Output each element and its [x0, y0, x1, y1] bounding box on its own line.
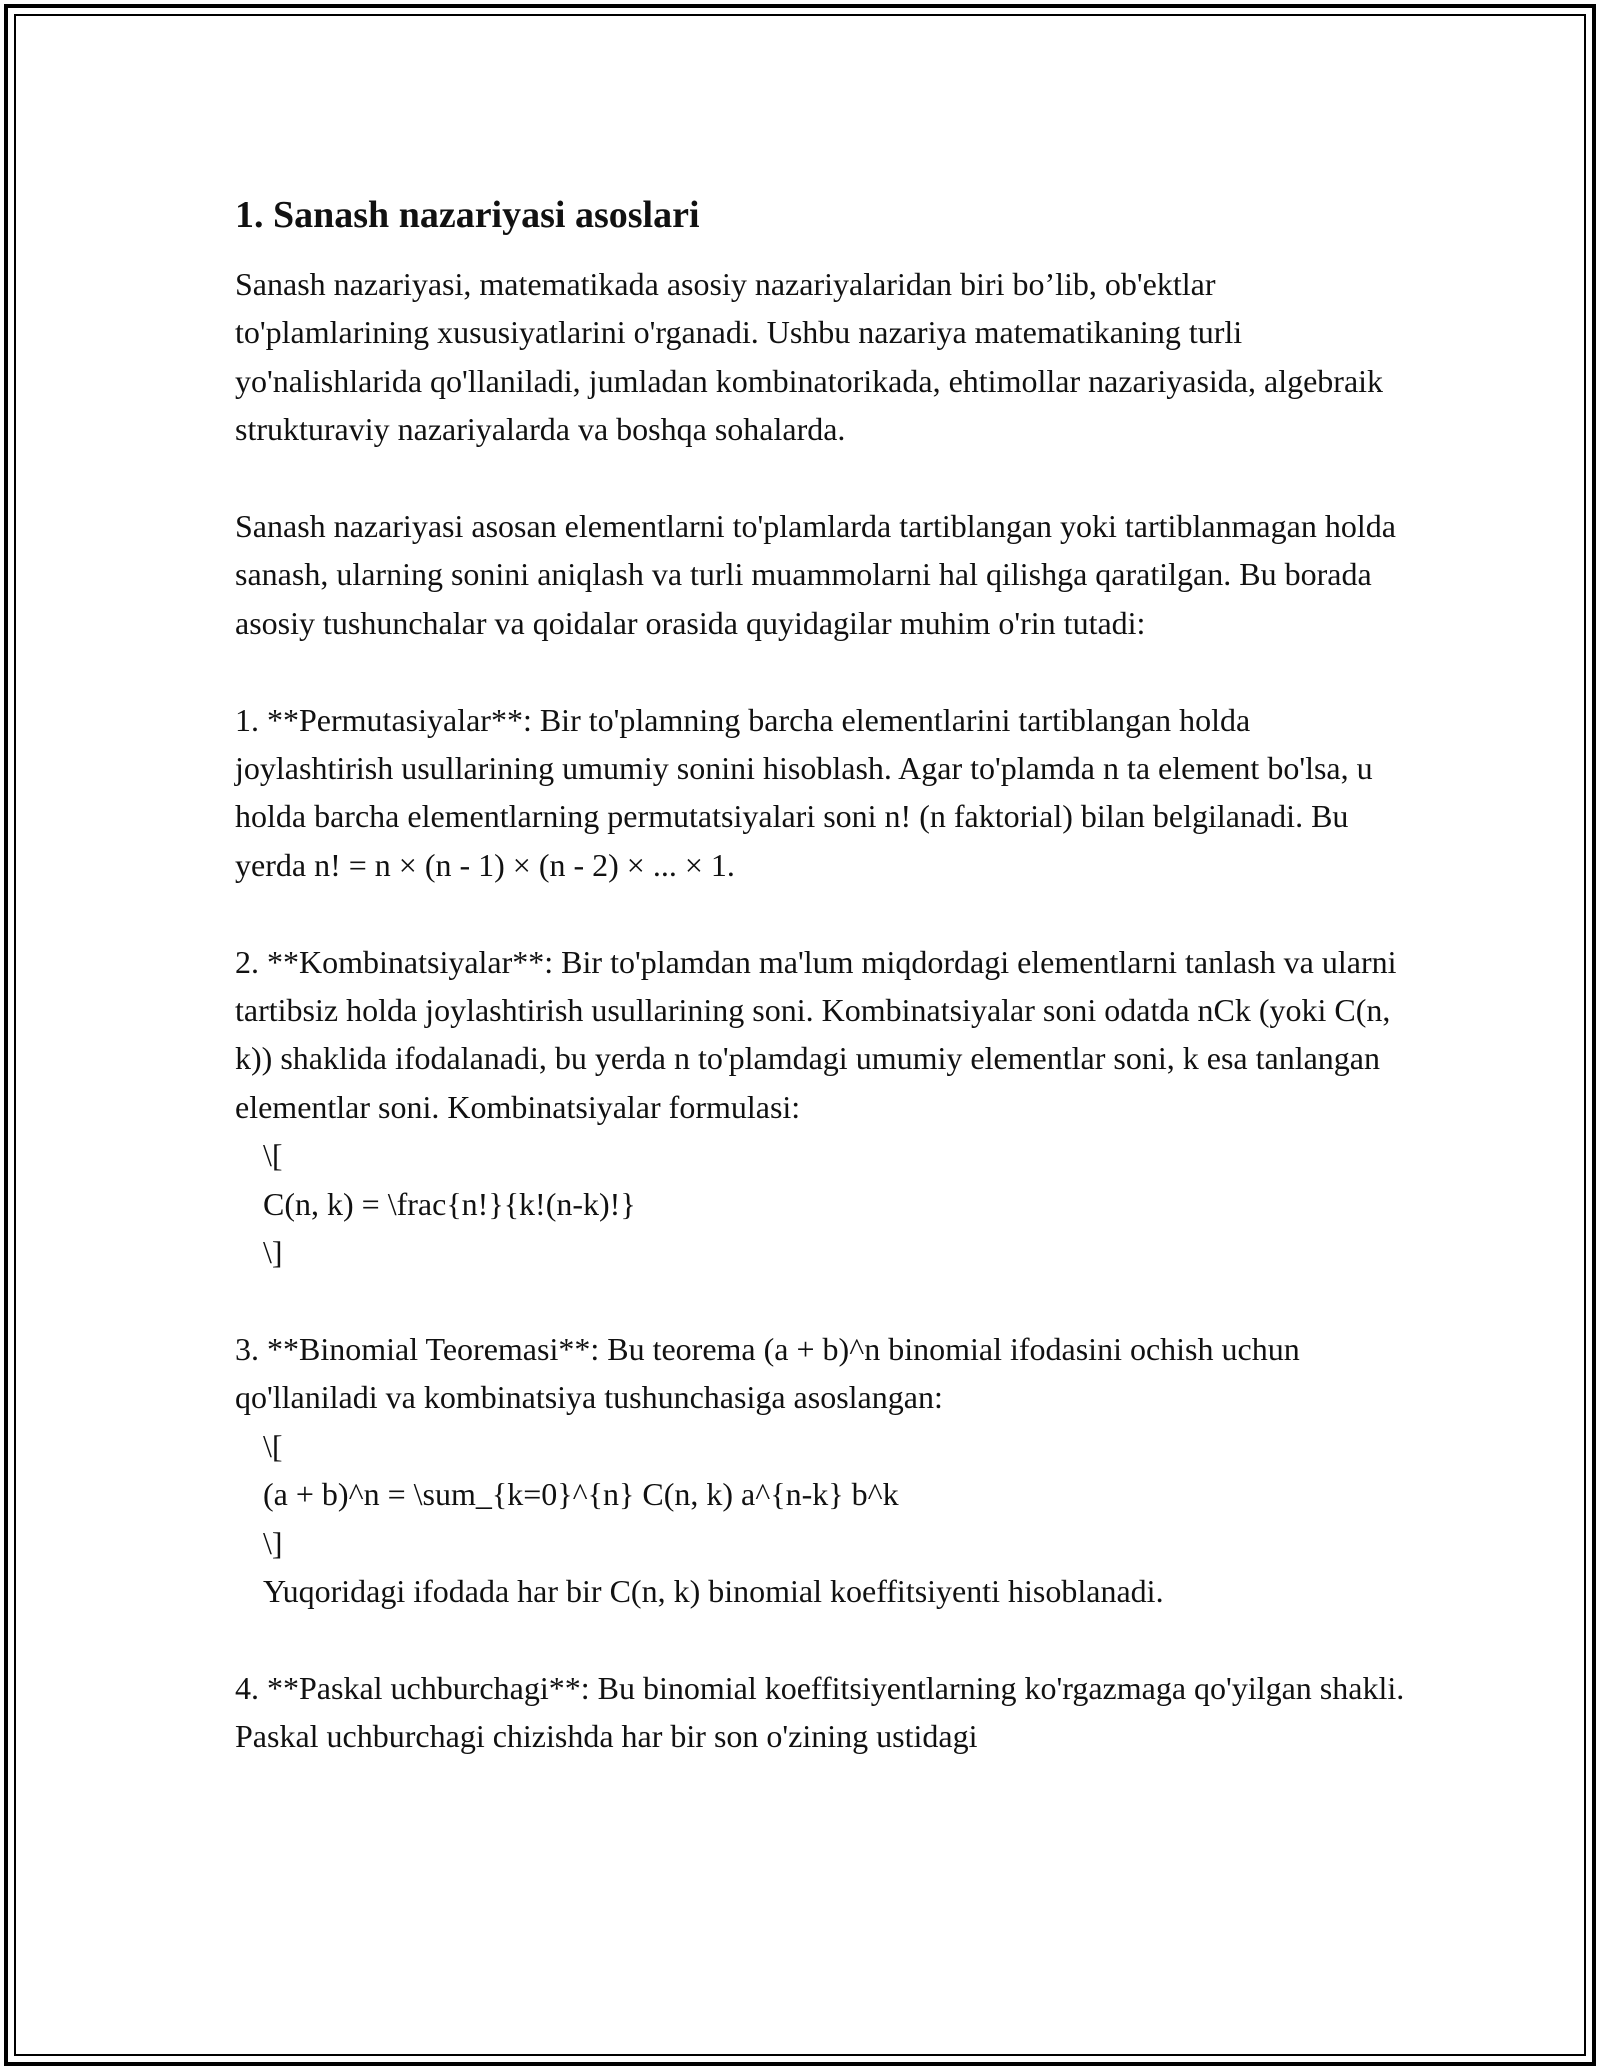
list-item-pascal: 4. **Paskal uchburchagi**: Bu binomial koeffitsiyentlarning ko'rgazmaga qo'yilgan shakli. Paskal uchburchagi chizishda har bir son o'zining ustidagi [235, 1669, 1405, 1755]
binomial-formula: (a + b)^n = \sum_{k=0}^{n} C(n, k) a^{n-k} b^k [263, 1476, 899, 1513]
blank-line [235, 889, 1405, 937]
section-heading: 1. Sanash nazariyasi asoslari [235, 194, 700, 236]
combination-formula: C(n, k) = \frac{n!}{k!(n-k)!} [263, 1185, 636, 1222]
blank-line [235, 454, 1405, 502]
formula-open: \[ [263, 1427, 283, 1464]
document-body [235, 190, 1405, 1761]
blank-line [235, 1615, 1405, 1663]
list-item-binomial: 3. **Binomial Teoremasi**: Bu teorema (a + b)^n binomial ifodasini ochish uchun qo'llaniladi va kombinatsiya tushunchasiga asoslangan: [235, 1330, 1300, 1416]
formula-open: \[ [263, 1137, 283, 1174]
formula-close: \] [263, 1524, 283, 1561]
formula-close: \] [263, 1234, 283, 1271]
blank-line [235, 1276, 1405, 1324]
context-paragraph: Sanash nazariyasi asosan elementlarni to'plamlarda tartiblangan yoki tartiblanmagan holda sanash, ularning sonini aniqlash va turli muammolarni hal qilishga qaratilgan. Bu borada asosiy tushunchalar va qoidalar orasida quyidagilar muhim o'rin tutadi: [235, 508, 1396, 641]
binomial-note: Yuqoridagi ifodada har bir C(n, k) binomial koeffitsiyenti hisoblanadi. [263, 1572, 1164, 1609]
list-item-combinations: 2. **Kombinatsiyalar**: Bir to'plamdan ma'lum miqdordagi elementlarni tanlash va ularni tartibsiz holda joylashtirish usullarining soni. Kombinatsiyalar soni odatda nCk (yoki C(n, k)) shaklida ifodalanadi, bu yerda n to'plamdagi umumiy elementlar soni, k esa tanlangan elementlar soni. Kombinatsiyalar formulasi: [235, 943, 1397, 1125]
blank-line [235, 647, 1405, 695]
list-item-permutations: 1. **Permutasiyalar**: Bir to'plamning barcha elementlarini tartiblangan holda joylashtirish usullarining umumiy sonini hisoblash. Agar to'plamda n ta element bo'lsa, u holda barcha elementlarning permutatsiyalari soni n! (n faktorial) bilan belgilanadi. Bu yerda n! = n × (n - 1) × (n - 2) × ... × 1. [235, 701, 1373, 883]
intro-paragraph: Sanash nazariyasi, matematikada asosiy nazariyalaridan biri bo’lib, ob'ektlar to'plamlarining xususiyatlarini o'rganadi. Ushbu nazariya matematikaning turli yo'nalishlarida qo'llaniladi, jumladan kombinatorikada, ehtimollar nazariyasida, algebraik strukturaviy nazariyalarda va boshqa sohalarda. [235, 266, 1384, 448]
